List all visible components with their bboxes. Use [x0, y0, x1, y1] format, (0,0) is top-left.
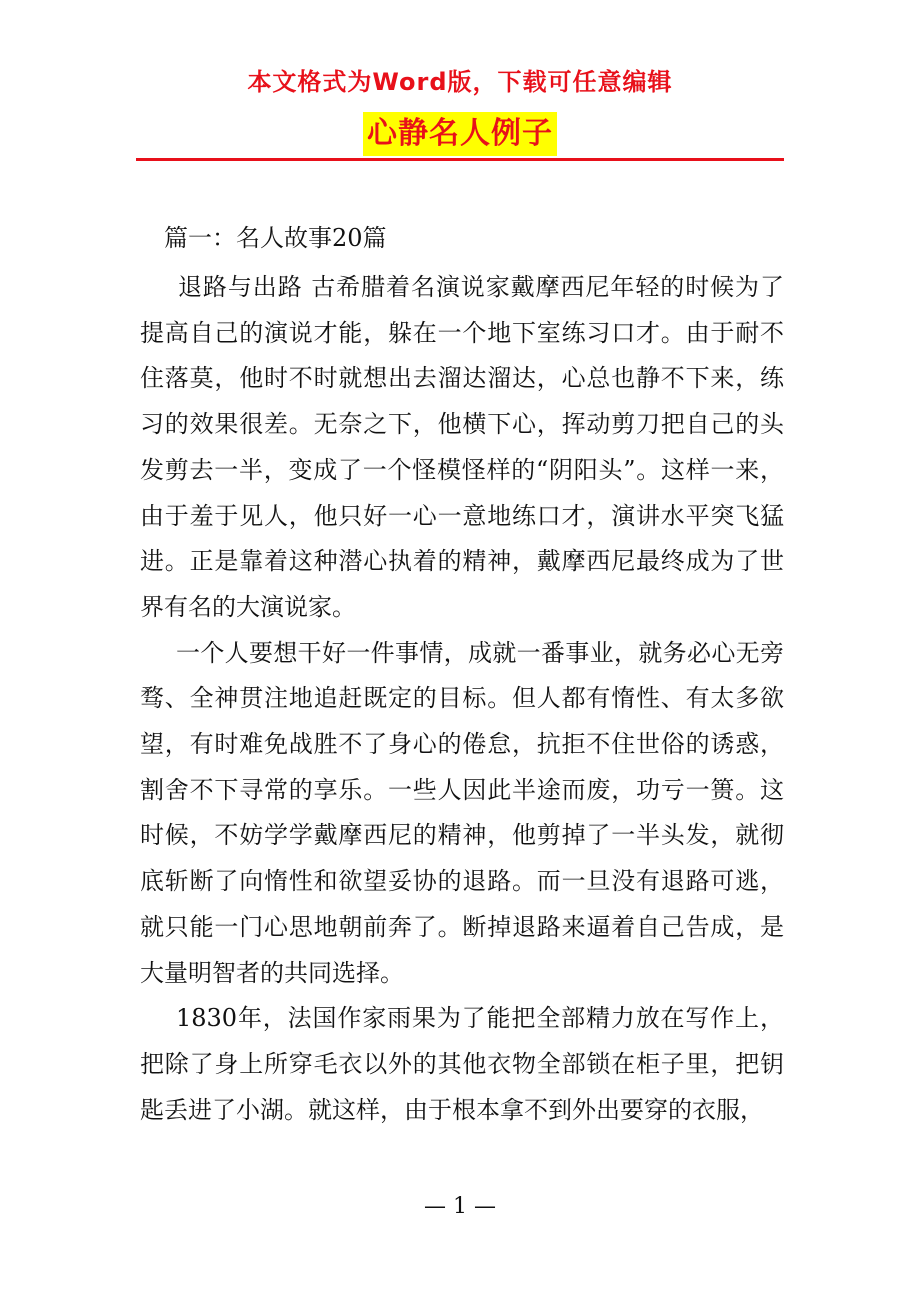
document-title: 心静名人例子	[363, 112, 557, 156]
paragraph-3: 1830年，法国作家雨果为了能把全部精力放在写作上，把除了身上所穿毛衣以外的其他衣物全部锁在柜子里，把钥匙丢进了小湖。就这样，由于根本拿不到外出要穿的衣服，	[140, 1004, 784, 1124]
section-heading: 篇一：名人故事20篇	[164, 224, 387, 252]
page-number: — 1 —	[424, 1194, 496, 1219]
paragraph-2: 一个人要想干好一件事情，成就一番事业，就务必心无旁骛、全神贯注地追赶既定的目标。但人都有惰性、有太多欲望，有时难免战胜不了身心的倦怠，抗拒不住世俗的诱惑，割舍不下寻常的享乐。一些人因此半途而废，功亏一篑。这时候，不妨学学戴摩西尼的精神，他剪掉了一半头发，就彻底斩断了向惰性和欲望妥协的退路。而一旦没有退路可逃，就只能一门心思地朝前奔了。断掉退路来逼着自己告成，是大量明智者的共同选择。	[140, 638, 784, 987]
paragraph-1: 退路与出路 古希腊着名演说家戴摩西尼年轻的时候为了提高自己的演说才能，躲在一个地下室练习口才。由于耐不住落莫，他时不时就想出去溜达溜达，心总也静不下来，练习的效果很差。无奈之下，他横下心，挥动剪刀把自己的头发剪去一半，变成了一个怪模怪样的“阴阳头”。这样一来，由于羞于见人，他只好一心一意地练口才，演讲水平突飞猛进。正是靠着这种潜心执着的精神，戴摩西尼最终成为了世界有名的大演说家。	[140, 273, 784, 621]
title-divider	[136, 158, 784, 161]
format-notice-banner: 本文格式为Word版，下载可任意编辑	[247, 68, 673, 96]
document-body	[140, 218, 784, 1133]
title-container	[0, 112, 920, 156]
